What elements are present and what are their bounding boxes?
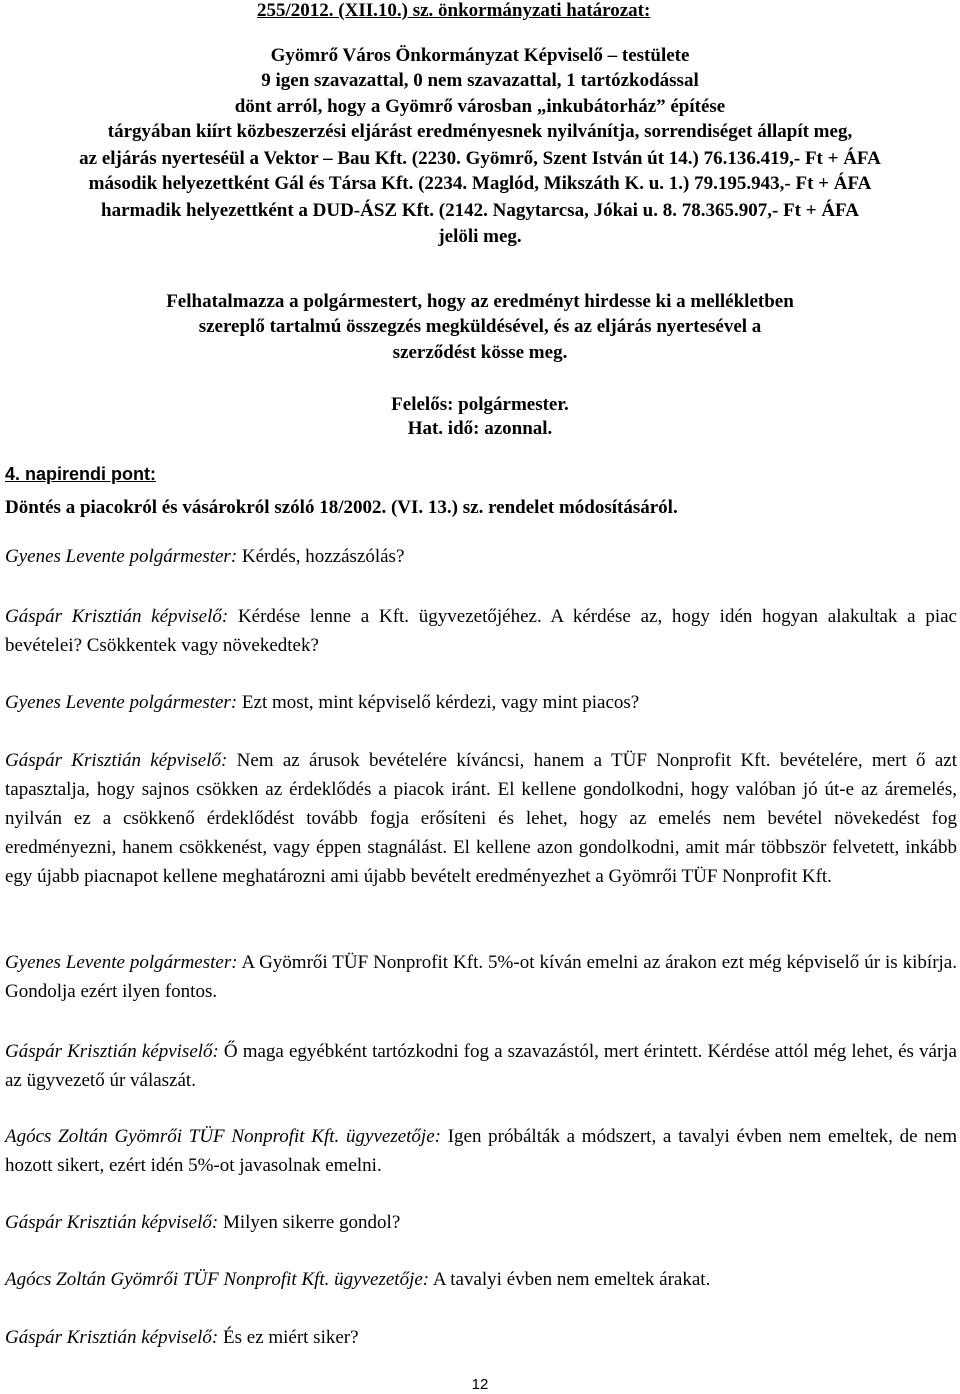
speaker-name: Gáspár Krisztián képviselő: — [5, 1212, 219, 1233]
speech-text: Igen próbálták a módszert, a tavalyi évben nem emeltek, de nem hozott sikert, ezért idén 5%-ot javasolnak emelni. — [5, 1126, 957, 1176]
dialogue-entry — [5, 1265, 957, 1294]
speaker-name: Gáspár Krisztián képviselő: — [5, 606, 229, 627]
speech-text: És ez miért siker? — [218, 1327, 359, 1348]
speaker-name: Gyenes Levente polgármester: — [5, 952, 238, 973]
dialogue-entry — [5, 688, 957, 717]
speaker-name: Agócs Zoltán Gyömrői TÜF Nonprofit Kft. ügyvezetője: — [5, 1126, 441, 1147]
dialogue-entry — [5, 542, 957, 571]
resolution-line: jelöli meg. — [438, 226, 522, 247]
speaker-name: Gyenes Levente polgármester: — [5, 546, 238, 567]
speaker-name: Gyenes Levente polgármester: — [5, 692, 238, 713]
speech-text: Milyen sikerre gondol? — [218, 1212, 401, 1233]
authorize-line: szerződést kösse meg. — [392, 342, 568, 363]
speaker-name: Gáspár Krisztián képviselő: — [5, 750, 228, 771]
agenda-title: Döntés a piacokról és vásárokról szóló 18/2002. (VI. 13.) sz. rendelet módosításáról. — [5, 497, 678, 518]
resolution-line: dönt arról, hogy a Gyömrő városban „inkubátorház” építése — [234, 96, 726, 117]
deadline-line: Hat. idő: azonnal. — [407, 418, 553, 439]
speaker-name: Gáspár Krisztián képviselő: — [5, 1327, 219, 1348]
speaker-name: Gáspár Krisztián képviselő: — [5, 1041, 219, 1062]
speech-text: Kérdése lenne a Kft. ügyvezetőjéhez. A kérdése az, hogy idén hogyan alakultak a piac bevételei? Csökkentek vagy növekedtek? — [5, 606, 957, 656]
authorize-line: szereplő tartalmú összegzés megküldésével, és az eljárás nyertesével a — [198, 316, 762, 337]
agenda-label: 4. napirendi pont: — [5, 464, 156, 484]
speaker-name: Agócs Zoltán Gyömrői TÜF Nonprofit Kft. ügyvezetője: — [5, 1269, 430, 1290]
dialogue-entry — [5, 1323, 957, 1352]
speech-text: A tavalyi évben nem emeltek árakat. — [429, 1269, 711, 1290]
dialogue-entry — [5, 1037, 957, 1095]
dialogue-entry — [5, 746, 957, 891]
resolution-line: 9 igen szavazattal, 0 nem szavazattal, 1 tartózkodással — [261, 70, 699, 91]
resolution-line: Gyömrő Város Önkormányzat Képviselő – testülete — [270, 45, 690, 66]
speech-text: Ő maga egyébként tartózkodni fog a szavazástól, mert érintett. Kérdése attól még lehet, és várja az ügyvezető úr válaszát. — [5, 1041, 957, 1091]
resolution-line: harmadik helyezettként a DUD-ÁSZ Kft. (2142. Nagytarcsa, Jókai u. 8. 78.365.907,- Ft + ÁFA — [101, 200, 859, 221]
speech-text: Kérdés, hozzászólás? — [237, 546, 405, 567]
authorize-line: Felhatalmazza a polgármestert, hogy az eredményt hirdesse ki a mellékletben — [166, 291, 794, 312]
speech-text: A Gyömrői TÜF Nonprofit Kft. 5%-ot kíván emelni az árakon ezt még képviselő úr is kibírja. Gondolja ezért ilyen fontos. — [5, 952, 957, 1002]
resolution-line: második helyezettként Gál és Társa Kft. (2234. Maglód, Mikszáth K. u. 1.) 79.195.943,- Ft + ÁFA — [88, 173, 872, 194]
dialogue-entry — [5, 948, 957, 1006]
dialogue-entry — [5, 1208, 957, 1237]
speech-text: Ezt most, mint képviselő kérdezi, vagy mint piacos? — [237, 692, 640, 713]
dialogue-entry — [5, 1122, 957, 1180]
resolution-line: az eljárás nyerteséül a Vektor – Bau Kft. (2230. Gyömrő, Szent István út 14.) 76.136.419,- Ft + ÁFA — [79, 148, 881, 169]
page-number: 12 — [471, 1376, 489, 1393]
responsible-line: Felelős: polgármester. — [391, 394, 569, 415]
resolution-line: tárgyában kiírt közbeszerzési eljárást eredményesnek nyilvánítja, sorrendiséget állapít meg, — [107, 121, 853, 142]
dialogue-entry — [5, 602, 957, 660]
speech-text: Nem az árusok bevételére kíváncsi, hanem a TÜF Nonprofit Kft. bevételére, mert ő azt tapasztalja, hogy sajnos csökken az érdeklődés a piacok iránt. El kellene gondolkodni, hogy valóban jó út-e az áremelés, nyilván ez a csökkenő érdeklődést tovább fogja erősíteni és lehet, hogy az emelés nem bevétel növekedést fog eredményezni, hanem csökkenést, vagy éppen stagnálást. El kellene azon gondolkodni, amit már többször felvetett, inkább egy újabb piacnapot kellene meghatározni ami újabb bevételt eredményezhet a Gyömrői TÜF Nonprofit Kft. — [5, 750, 957, 887]
resolution-heading: 255/2012. (XII.10.) sz. önkormányzati határozat: — [257, 0, 651, 21]
